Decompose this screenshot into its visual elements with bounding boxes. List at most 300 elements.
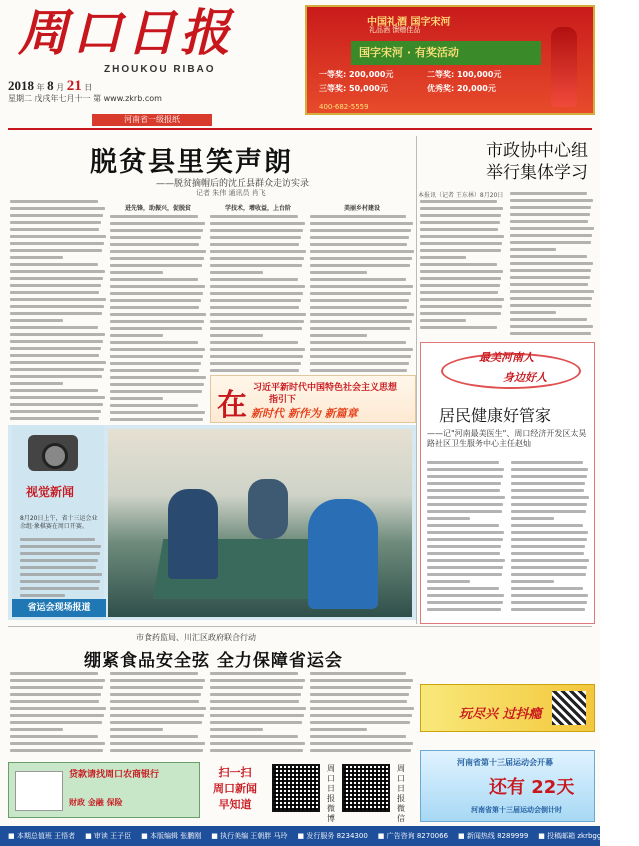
lower-column-4	[310, 672, 414, 756]
text-line	[110, 278, 198, 281]
text-line	[210, 700, 299, 703]
text-line	[20, 587, 99, 590]
text-line	[310, 735, 406, 738]
text-line	[210, 728, 263, 731]
right-headline-line-2: 举行集体学习	[486, 163, 588, 183]
games-ad-subtitle: 河南省第十三届运动会倒计时	[471, 806, 562, 814]
text-line	[210, 362, 301, 365]
text-line	[427, 531, 504, 534]
text-line	[511, 503, 587, 506]
lead-column-4	[310, 200, 414, 370]
text-line	[310, 714, 412, 717]
scan-line: 扫一扫	[218, 766, 252, 779]
prize-1: 一等奖: 200,000元	[319, 70, 394, 79]
text-line	[310, 749, 411, 752]
footer-bar	[0, 826, 639, 846]
date-year: 2018	[8, 78, 34, 93]
text-line	[110, 700, 199, 703]
text-line	[10, 312, 102, 315]
text-line	[10, 679, 105, 682]
text-line	[420, 305, 502, 308]
text-line	[310, 229, 411, 232]
text-line	[210, 222, 305, 225]
wechat-label: 周口日报微信	[397, 764, 405, 823]
text-line	[10, 368, 104, 371]
footer-item: ■ 广告咨询 8270066	[378, 826, 448, 846]
games-ad-title: 河南省第十三届运动会开幕	[457, 758, 553, 767]
text-line	[210, 355, 303, 358]
top-ad[interactable]	[305, 5, 595, 115]
text-line	[510, 262, 593, 265]
text-line	[10, 410, 101, 413]
photo-figure	[168, 489, 218, 579]
text-line	[310, 250, 414, 253]
text-line	[310, 348, 413, 351]
text-line	[20, 538, 95, 541]
lead-byline: 记者 朱伟 通讯员 肖飞	[196, 189, 266, 197]
text-line	[210, 299, 301, 302]
text-line	[427, 594, 504, 597]
wine-bottle-icon	[551, 27, 577, 107]
text-line	[110, 369, 199, 372]
text-line	[10, 235, 106, 238]
text-line	[10, 707, 106, 710]
photo-caption	[20, 515, 102, 604]
text-line	[427, 489, 500, 492]
footer-item: ■ 投稿邮箱 zkrbgg@126.com	[538, 826, 639, 846]
text-line	[510, 276, 590, 279]
text-line	[420, 319, 466, 322]
text-line	[427, 524, 499, 527]
text-line	[210, 749, 303, 752]
text-line	[20, 566, 96, 569]
text-line	[10, 228, 99, 231]
text-line	[310, 707, 414, 710]
text-line	[427, 552, 500, 555]
photo-figure	[248, 479, 288, 539]
issue-label: 第	[93, 94, 102, 103]
text-line	[110, 229, 203, 232]
qr-code-icon	[552, 691, 586, 725]
text-line	[420, 312, 501, 315]
website[interactable]: www.zkrb.com	[103, 94, 162, 103]
footer-item: ■ 本版编辑 张鹏刚	[141, 826, 201, 846]
text-line	[511, 552, 584, 555]
lead-headline[interactable]: 脱贫县里笑声朗	[90, 147, 293, 178]
lower-column-2	[110, 672, 206, 756]
text-line	[10, 354, 99, 357]
games-ad[interactable]	[420, 750, 595, 822]
theme-banner	[210, 375, 416, 423]
sidebox-title-1: 最美河南人	[479, 351, 534, 364]
banner-big-char: 在	[217, 388, 247, 423]
text-line	[510, 213, 590, 216]
text-line	[110, 383, 204, 386]
text-line	[310, 243, 407, 246]
logo-english: ZHOUKOU RIBAO	[104, 64, 216, 75]
text-line	[110, 714, 204, 717]
prize-4: 优秀奖: 20,000元	[427, 84, 496, 93]
text-line	[511, 517, 554, 520]
text-line	[110, 292, 203, 295]
text-line	[10, 277, 103, 280]
text-line	[420, 263, 497, 266]
qr-code-icon[interactable]	[342, 764, 390, 812]
text-line	[510, 220, 588, 223]
text-line	[210, 271, 263, 274]
text-line	[110, 341, 198, 344]
text-line	[110, 271, 163, 274]
text-line	[210, 236, 301, 239]
text-line	[20, 573, 102, 576]
banner-line-1: 习近平新时代中国特色社会主义思想	[253, 383, 398, 393]
text-line	[110, 707, 206, 710]
text-line	[510, 325, 593, 328]
text-line	[310, 369, 407, 372]
scan-line: 周口新闻	[213, 782, 257, 795]
sidebox-column-1	[427, 461, 505, 619]
right-headline[interactable]	[418, 140, 588, 184]
ad-title: 中国礼酒 国字宋河	[367, 17, 451, 28]
text-line	[427, 503, 503, 506]
text-line	[420, 284, 500, 287]
text-line	[110, 257, 204, 260]
text-line	[110, 693, 201, 696]
text-line	[511, 468, 588, 471]
text-line	[310, 236, 409, 239]
sidebox-column-2	[511, 461, 589, 619]
text-line	[210, 735, 298, 738]
text-line	[20, 594, 65, 597]
text-line	[110, 376, 206, 379]
photo-tag[interactable]: 省运会现场报道	[12, 599, 106, 617]
bank-ad-title: 贷款请找周口农商银行	[69, 770, 160, 780]
date-label-day: 日	[84, 83, 93, 92]
text-line	[310, 686, 411, 689]
text-line	[310, 355, 411, 358]
text-line	[310, 679, 413, 682]
text-line	[310, 313, 414, 316]
text-line	[510, 255, 587, 258]
text-line	[110, 411, 205, 414]
text-line	[20, 559, 98, 562]
text-line	[110, 742, 205, 745]
text-line	[10, 256, 63, 259]
text-line	[310, 334, 367, 337]
countdown-prefix: 还有	[489, 777, 525, 798]
text-line	[427, 566, 503, 569]
right-byline: 本报讯（记者 王东林）8月20日	[418, 192, 504, 199]
right-column-2	[510, 192, 594, 336]
text-line	[10, 291, 99, 294]
text-line	[427, 573, 502, 576]
text-line	[210, 693, 301, 696]
text-line	[511, 580, 554, 583]
footer-item: ■ 本期总值班 王悟者	[8, 826, 75, 846]
text-line	[310, 278, 406, 281]
text-line	[10, 714, 104, 717]
text-line	[10, 403, 103, 406]
text-line	[110, 236, 201, 239]
text-line	[510, 227, 594, 230]
text-line	[10, 672, 98, 675]
text-line	[10, 735, 98, 738]
text-line	[427, 608, 501, 611]
issue-tag: 河南省一级报纸	[92, 114, 212, 126]
bank-ad[interactable]	[8, 762, 200, 818]
text-line	[427, 461, 499, 464]
text-line	[10, 728, 63, 731]
text-line	[10, 298, 106, 301]
text-line	[110, 285, 205, 288]
text-line	[511, 594, 588, 597]
date-month: 8	[47, 78, 54, 93]
sidebox-subhead: ——记"河南最美医生"、周口经济开发区太昊路社区卫生服务中心主任赵灿	[427, 429, 587, 448]
text-line	[210, 714, 304, 717]
text-line	[110, 749, 203, 752]
scan-promo	[205, 762, 265, 818]
text-line	[110, 222, 205, 225]
footer-item: ■ 审读 王子臣	[85, 826, 131, 846]
text-line	[510, 269, 591, 272]
text-line	[10, 305, 104, 308]
camera-icon	[28, 435, 78, 471]
ad-subtitle: 礼品酒 馈赠佳品	[369, 26, 421, 34]
text-line	[210, 327, 302, 330]
weekday: 星期二	[8, 94, 32, 103]
text-line	[510, 241, 591, 244]
text-line	[10, 742, 105, 745]
date-label-month: 月	[56, 83, 65, 92]
footer-item: ■ 执行美编 王朝胖 马玲	[211, 826, 287, 846]
banner-line-2: 指引下	[269, 395, 297, 405]
text-line	[510, 283, 588, 286]
weibo-label: 周口日报微博	[327, 764, 335, 823]
text-line	[210, 341, 298, 344]
text-line	[210, 721, 302, 724]
text-line	[110, 334, 163, 337]
text-line	[110, 348, 205, 351]
text-line	[110, 215, 198, 218]
text-line	[427, 538, 503, 541]
text-line	[510, 248, 556, 251]
bank-logo-icon	[15, 771, 63, 811]
text-line	[511, 482, 585, 485]
text-line	[10, 361, 106, 364]
text-line	[210, 369, 299, 372]
text-line	[110, 390, 202, 393]
text-line	[511, 538, 587, 541]
text-line	[310, 693, 409, 696]
text-line	[420, 221, 500, 224]
text-line	[110, 327, 202, 330]
text-line	[511, 461, 583, 464]
chess-match-photo[interactable]	[108, 429, 412, 617]
text-line	[310, 320, 412, 323]
text-line	[210, 243, 299, 246]
lead-column-3	[210, 200, 306, 370]
photo-figure	[308, 499, 378, 609]
sidebox-title	[441, 347, 581, 389]
text-line	[511, 608, 585, 611]
text-line	[310, 285, 413, 288]
text-line	[110, 243, 199, 246]
feature-sidebox[interactable]	[420, 342, 595, 624]
text-line	[420, 249, 501, 252]
text-line	[10, 749, 103, 752]
text-line	[210, 742, 305, 745]
text-line	[110, 264, 202, 267]
text-line	[510, 332, 591, 335]
banner-line-3: 新时代 新作为 新篇章	[251, 407, 358, 420]
text-line	[511, 587, 583, 590]
text-line	[210, 679, 305, 682]
text-line	[511, 531, 588, 534]
text-line	[427, 559, 505, 562]
lead-column-1	[10, 200, 106, 420]
text-line	[210, 348, 305, 351]
text-line	[10, 417, 99, 420]
text-line	[420, 235, 504, 238]
text-line	[210, 306, 299, 309]
text-line	[210, 292, 303, 295]
text-line	[511, 566, 587, 569]
lower-column-1	[10, 672, 106, 756]
text-line	[10, 382, 63, 385]
text-line	[427, 510, 502, 513]
newspaper-logo[interactable]: 周口日报	[18, 3, 234, 62]
text-line	[511, 496, 589, 499]
text-line	[10, 721, 102, 724]
text-line	[420, 298, 504, 301]
right-column-1	[420, 200, 504, 336]
lower-kicker: 市食药监局、川汇区政府联合行动	[136, 633, 256, 642]
lower-headline[interactable]: 绷紧食品安全弦 全力保障省运会	[84, 651, 343, 671]
visual-news-label: 视觉新闻	[26, 485, 75, 499]
text-line	[110, 397, 163, 400]
footer-item: ■ 新闻热线 8289999	[458, 826, 528, 846]
text-line	[10, 249, 102, 252]
dateline	[8, 80, 308, 104]
text-line	[110, 313, 206, 316]
lead-subtitle: 学技术，增收益，上台阶	[224, 205, 291, 212]
text-line	[420, 270, 503, 273]
sidebox-headline: 居民健康好管家	[439, 406, 552, 425]
text-line	[210, 334, 263, 337]
text-line	[110, 306, 199, 309]
date-day: 21	[66, 78, 82, 94]
text-line	[310, 327, 410, 330]
text-line	[210, 229, 303, 232]
text-line	[210, 686, 303, 689]
text-line	[110, 320, 204, 323]
text-line	[310, 700, 407, 703]
lead-subtitle: 进先锋，助振兴，促脱贫	[124, 205, 191, 212]
text-line	[210, 215, 298, 218]
text-line	[10, 214, 103, 217]
text-line	[427, 587, 499, 590]
text-line	[10, 284, 101, 287]
text-line	[110, 721, 202, 724]
text-line	[420, 256, 466, 259]
promo-ad-text: 玩尽兴 过抖瘾	[459, 707, 542, 722]
bank-ad-subtitle: 财政 金融 保险	[69, 798, 123, 807]
text-line	[511, 545, 585, 548]
qr-code-icon[interactable]	[272, 764, 320, 812]
prize-3: 三等奖: 50,000元	[319, 84, 388, 93]
text-line	[110, 250, 206, 253]
text-line	[10, 700, 99, 703]
text-line	[10, 221, 101, 224]
lunar-date: 戊戌年七月十一	[34, 94, 91, 103]
photo-label-panel	[12, 425, 104, 620]
text-line	[110, 418, 203, 421]
text-line	[510, 311, 556, 314]
text-line	[110, 404, 198, 407]
sidebox-title-2: 身边好人	[503, 371, 547, 384]
text-line	[420, 214, 501, 217]
lead-subhead: ——脱贫摘帽后的沈丘县群众走访实录	[156, 179, 310, 189]
text-line	[10, 396, 105, 399]
text-line	[10, 319, 63, 322]
lead-column-2	[110, 200, 206, 420]
date-label-year: 年	[36, 83, 45, 92]
countdown-value: 22天	[531, 777, 575, 798]
text-line	[10, 686, 103, 689]
photo-section	[8, 425, 416, 620]
text-line	[420, 228, 498, 231]
text-line	[210, 320, 304, 323]
text-line	[427, 482, 501, 485]
text-line	[110, 686, 203, 689]
text-line	[110, 672, 198, 675]
text-line	[427, 517, 470, 520]
text-line	[510, 192, 587, 195]
text-line	[511, 510, 586, 513]
lead-subtitle: 美丽乡村建设	[343, 205, 380, 212]
text-line	[510, 318, 587, 321]
text-line	[210, 313, 306, 316]
lower-column-3	[210, 672, 306, 756]
text-line	[511, 559, 589, 562]
text-line	[310, 728, 367, 731]
text-line	[10, 200, 98, 203]
text-line	[420, 207, 503, 210]
text-line	[310, 264, 410, 267]
masthead	[0, 0, 600, 124]
right-headline-line-1: 市政协中心组	[486, 141, 588, 161]
text-line	[310, 222, 413, 225]
text-line	[511, 524, 583, 527]
text-line	[427, 496, 505, 499]
games-countdown	[489, 773, 574, 799]
text-line	[310, 271, 367, 274]
text-line	[110, 355, 203, 358]
text-line	[310, 721, 410, 724]
text-line	[210, 257, 304, 260]
text-line	[10, 389, 98, 392]
text-line	[310, 306, 407, 309]
text-line	[20, 545, 101, 548]
text-line	[310, 341, 406, 344]
text-line	[10, 375, 102, 378]
ad-phone: 400-682-5559	[319, 103, 369, 111]
text-line	[511, 601, 587, 604]
promo-ad[interactable]	[420, 684, 595, 732]
text-line	[10, 326, 98, 329]
text-line	[210, 264, 302, 267]
text-line	[310, 299, 409, 302]
